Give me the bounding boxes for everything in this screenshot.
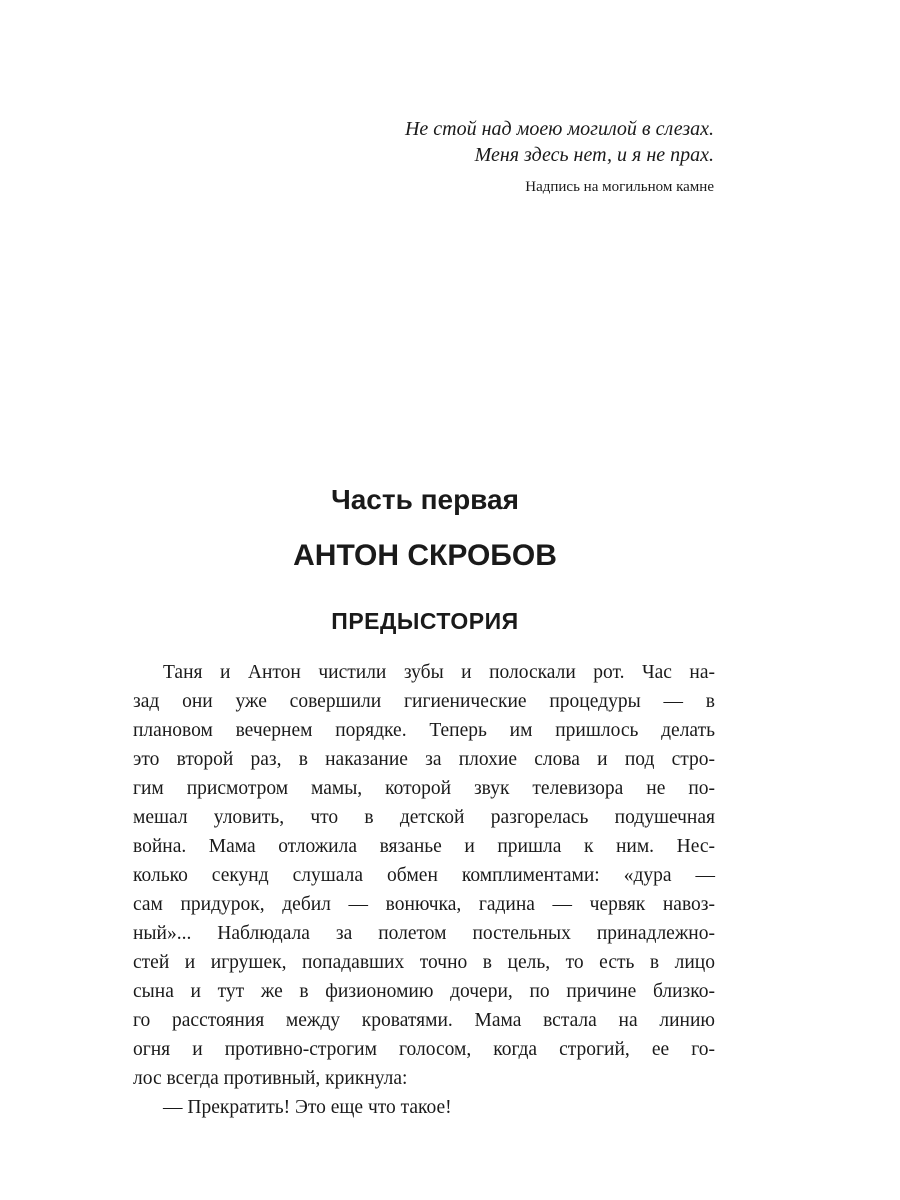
text-line: Таня и Антон чистили зубы и полоскали рот. Час на- [163,662,715,683]
chapter-title: ПРЕДЫСТОРИЯ [331,608,519,634]
text-line: зад они уже совершили гигиенические процедуры — в [133,691,715,712]
text-line: война. Мама отложила вязанье и пришла к ним. Нес- [133,836,715,857]
epigraph-line: Меня здесь нет, и я не прах. [474,144,714,166]
text-line: гим присмотром мамы, которой звук телевизора не по- [133,778,715,799]
text-line: сына и тут же в физиономию дочери, по причине близко- [133,981,715,1002]
text-line: стей и игрушек, попадавших точно в цель, то есть в лицо [133,952,715,973]
part-title: АНТОН СКРОБОВ [293,539,557,572]
text-line: плановом вечернем порядке. Теперь им пришлось делать [133,720,715,741]
body-text [133,658,715,1122]
text-line: это второй раз, в наказание за плохие слова и под стро- [133,749,715,770]
text-line: лос всегда противный, крикнула: [133,1068,408,1089]
dialogue-line: — Прекратить! Это еще что такое! [163,1097,452,1118]
epigraph [405,116,714,197]
text-line: колько секунд слушала обмен комплиментами: «дура — [133,865,715,886]
part-label: Часть первая [331,484,519,515]
text-line: огня и противно-строгим голосом, когда строгий, ее го- [133,1039,715,1060]
text-line: мешал уловить, что в детской разгорелась подушечная [133,807,715,828]
epigraph-line: Не стой над моею могилой в слезах. [404,118,714,140]
text-line: сам придурок, дебил — вонючка, гадина — червяк навоз- [133,894,715,915]
text-line: го расстояния между кроватями. Мама встала на линию [133,1010,715,1031]
epigraph-source: Надпись на могильном камне [525,179,714,195]
text-line: ный»... Наблюдала за полетом постельных принадлежно- [133,923,715,944]
